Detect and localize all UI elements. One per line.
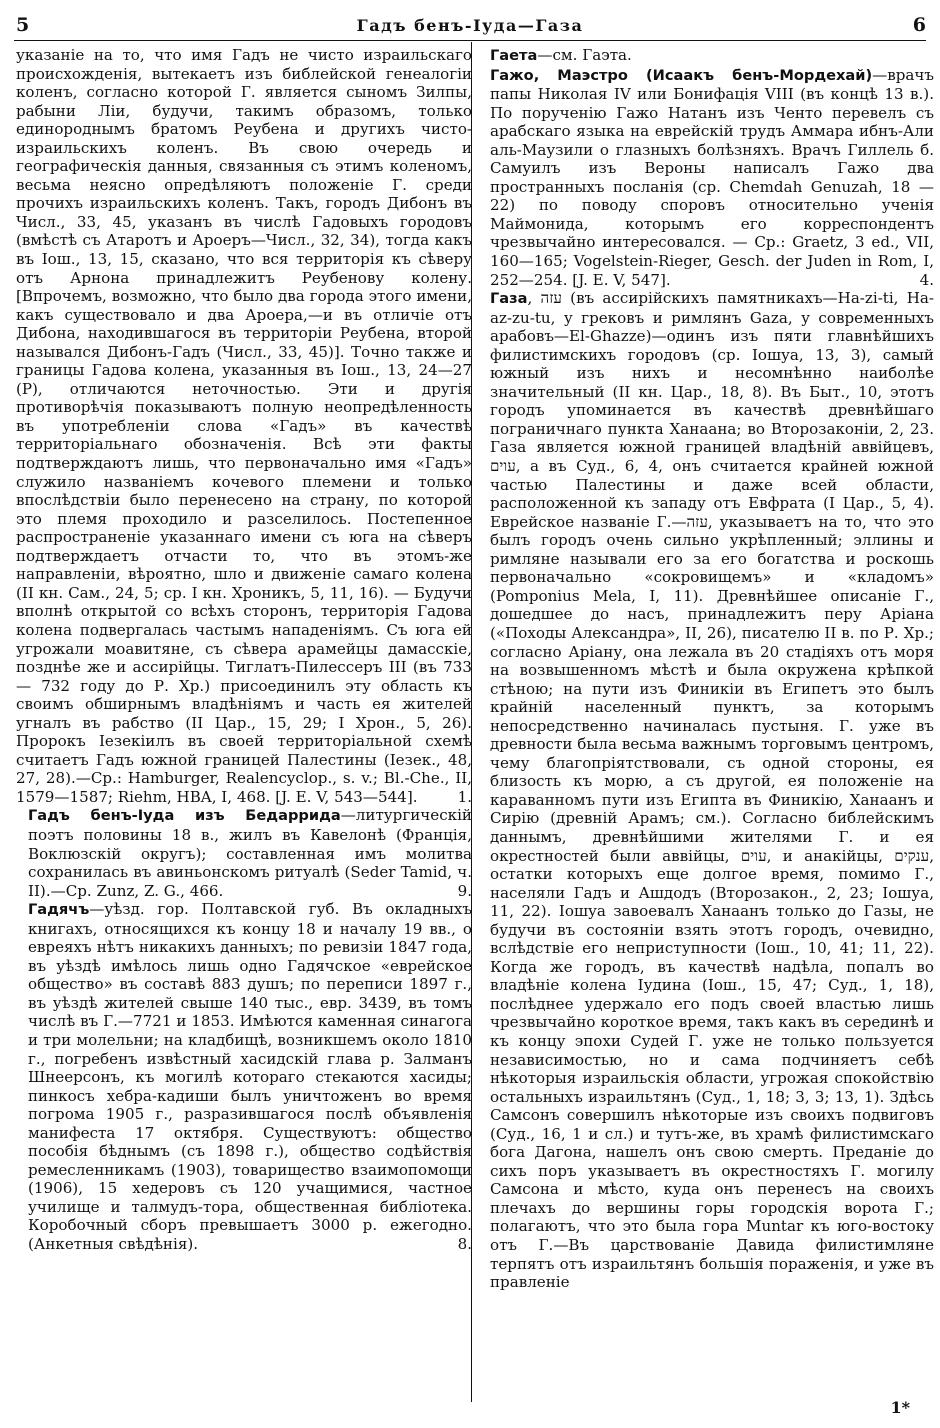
article-text: —уѣзд. гор. Полтавской губ. Въ окладныхъ книгахъ, относящихся къ концу 18 и началу 19 вв., о евреяхъ нѣтъ никакихъ данныхъ; по ревизіи 1847 года, въ уѣздѣ имѣлось лишь одно Гадячское «еврейское общество» въ составѣ 883 душъ; по переписи 1897 г., въ уѣздѣ жителей свыше 140 тыс., евр. 3439, въ томъ числѣ въ Г.—7721 и 1853. Имѣются каменная синагога и три молельни; на кладбищѣ, возникшемъ около 1810 г., погребенъ извѣстный хасидскій глава р. Залманъ Шнеерсонъ, къ могилѣ котораго стекаются хасиды; пинкосъ хебра-кадиши былъ уничтоженъ во время погрома 1905 г., разразившагося послѣ объявленія манифеста 17 октября. Существуютъ: общество пособія бѣднымъ (съ 1898 г.), общество содѣйствія ремесленникамъ (1903), товарищество взаимопомощи (1906), 15 хедеровъ съ 120 учащимися, частное училище и талмудъ-тора, общественная библіотека. Коробочный сборъ превышаетъ 3000 р. ежегодно. (Анкетныя свѣдѣнія).: [28, 900, 472, 1253]
page-number-left: 5: [16, 14, 30, 36]
article-gad-ben-iuda: [16, 806, 472, 900]
article-gaza: [478, 289, 934, 1292]
headword: Газа: [490, 290, 528, 308]
article-gaeta: [478, 46, 934, 66]
header-rule: [14, 40, 926, 41]
article-text: —см. Гаэта.: [537, 46, 632, 64]
page-header: [14, 14, 926, 40]
author-signature: 1.: [457, 787, 472, 806]
author-signature: 4.: [919, 270, 934, 289]
article-text: —врачъ папы Николая IV или Бонифація VIII (въ концѣ 13 в.). По порученію Гажо Натанъ изъ Ченто перевелъ съ арабскаго языка на еврейскій трудъ Аммара ибнъ-Али аль-Маузили о глазныхъ болѣзняхъ. Врачъ Гиллель б. Самуилъ изъ Вероны написалъ Гажо два пространныхъ посланія (ср. Chemdah Genuzah, 18 — 22) по поводу споровъ относительно ученія Маймонида, которымъ его корреспондентъ чрезвычайно интересовался. — Cp.: Graetz, 3 ed., VII, 160—165; Vogelstein-Rieger, Gesch. der Juden in Rom, I, 252—254. [J. E. V, 547].: [490, 65, 934, 289]
article-gad-continuation: [16, 46, 472, 806]
running-title: Гадъ бенъ-Іуда—Газа: [356, 16, 584, 35]
signature-mark: 1*: [890, 1398, 910, 1417]
article-text: , עזה (въ ассирійскихъ памятникахъ—Ha-zi-ti, Ha-az-zu-tu, у грековъ и римлянъ Gaza, у современныхъ арабовъ—El-Ghazze)—одинъ изъ пяти главнѣйшихъ филистимскихъ городовъ (ср. Іошуа, 13, 3), самый южный изъ нихъ и несомнѣнно наиболѣе значительный (II кн. Цар., 18, 8). Въ Быт., 10, этотъ городъ упоминается въ качествѣ древнѣйшаго пограничнаго пункта Ханаана; во Второзаконіи, 2, 23. Газа является южной границей владѣній аввійцевъ, עוים, а въ Суд., 6, 4, онъ считается крайней южной частью Палестины и даже всей области, расположенной къ западу отъ Евфрата (I Цар., 5, 4). Еврейское названіе Г.—עזה, указываетъ на то, что это былъ городъ очень сильно укрѣпленный; эллины и римляне называли его за его богатства и роскошь первоначально «сокровищемъ» и «кладомъ» (Pomponius Mela, I, 11). Древнѣйшее описаніе Г., дошедшее до насъ, принадлежитъ перу Аріана («Походы Александра», II, 26), писателю II в. по Р. Хр.; согласно Аріану, она лежала въ 20 стадіяхъ отъ моря на возвышенномъ мѣстѣ и была окружена крѣпкой стѣною; на пути изъ Финикіи въ Египетъ это былъ крайній населенный пунктъ, за которымъ непосредственно начиналась пустыня. Г. уже въ древности была весьма важнымъ торговымъ центромъ, чему благопріятствовали, съ одной стороны, ея близость къ морю, а съ другой, ея положеніе на караванномъ пути изъ Египта въ Финикію, Ханаанъ и Сирію (древній Арамъ; см.). Согласно библейскимъ даннымъ, древнѣйшими жителями Г. и ея окрестностей были аввійцы, עוים, и анакійцы, ענקים, остатки которыхъ еще долгое время, помимо Г., населяли Гадъ и Ашдодъ (Второзакон., 2, 23; Іошуа, 11, 22). Іошуа завоевалъ Ханаанъ только до Газы, не будучи въ состояніи взять этотъ городъ, очевидно, вслѣдствіе его неприступности (Іош., 10, 41; 11, 22). Когда же городъ, въ качествѣ надѣла, попалъ во владѣніе колена Іудина (Іош., 15, 47; Суд., 1, 18), послѣднее удержало его подъ своей властью лишь чрезвычайно короткое время, такъ какъ въ серединѣ и къ концу эпохи Судей Г. уже не только пользуется независимостью, но и сама подчиняетъ себѣ нѣкоторыя израильскія области, угрожая спокойствію остальныхъ израильтянъ (Суд., 1, 18; 3, 3; 13, 1). Здѣсь Самсонъ совершилъ нѣкоторые изъ своихъ подвиговъ (Суд., 16, 1 и сл.) и тутъ-же, въ храмѣ филистимскаго бога Дагона, нашелъ онъ свою смерть. Преданіе до сихъ поръ указываетъ въ окрестностяхъ Г. могилу Самсона и мѣсто, куда онъ перенесъ на своихъ плечахъ до вершины горы городскія ворота Г.; полагаютъ, что это была гора Muntar къ юго-востоку отъ Г.—Въ царствованіе Давида филистимляне терпятъ отъ израильтянъ большія пораженія, и уже въ правленіе: [490, 289, 934, 1292]
headword: Гадячъ: [28, 901, 90, 919]
author-signature: 9.: [457, 881, 472, 900]
right-column: [478, 46, 934, 1396]
author-signature: 8.: [457, 1235, 472, 1253]
article-gajo: [478, 66, 934, 290]
headword: Гажо, Маэстро (Исаакъ бенъ-Мордехай): [490, 66, 873, 84]
page-number-right: 6: [912, 14, 926, 36]
article-gadyach: [16, 900, 472, 1253]
article-text: —литургическій поэтъ половины 18 в., жилъ въ Кавелонѣ (Франція, Воклюзскій округъ); составленная имъ молитва сохранилась въ авиньонскомъ ритуалѣ (Seder Tamid, ч. II).—Cp. Zunz, Z. G., 466.: [28, 806, 472, 900]
headword: Гадъ бенъ-Іуда изъ Бедаррида: [28, 807, 341, 825]
left-column: [16, 46, 472, 1396]
headword: Гаета: [490, 47, 538, 64]
article-gad-text: указаніе на то, что имя Гадъ не чисто израильскаго происхожденія, вытекаетъ изъ библейской генеалогіи коленъ, согласно которой Г. является сыномъ Зилпы, рабыни Ліи, будучи, такимъ образомъ, только единороднымъ братомъ Реубена и другихъ чисто-израильскихъ коленъ. Въ свою очередь и географическія данныя, связанныя съ этимъ коленомъ, весьма неясно опредѣляютъ положеніе Г. среди прочихъ израильскихъ коленъ. Такъ, городъ Дибонъ въ Числ., 33, 45, указанъ въ числѣ Гадовыхъ городовъ (вмѣстѣ съ Атаротъ и Ароеръ—Числ., 32, 34), тогда какъ въ Іош., 13, 15, сказано, что вся территорія къ сѣверу отъ Арнона принадлежитъ Реубенову колену. [Впрочемъ, возможно, что было два города этого имени, какъ существовало и два Ароера,—и въ отличіе отъ Дибона, находившагося въ территоріи Реубена, второй назывался Дибонъ-Гадъ (Числ., 33, 45)]. Точно также и границы Гадова колена, указанныя въ Іош., 13, 24—27 (P), отличаются неточностью. Эти и другія противорѣчія показываютъ полную неопредѣленность въ употребленіи слова «Гадъ» въ качествѣ территоріальнаго обозначенія. Всѣ эти факты подтверждаютъ лишь, что первоначально имя «Гадъ» служило названіемъ кочевого племени и только впослѣдствіи было перенесено на страну, по которой это племя проходило и разселилось. Постепенное распространеніе указаннаго имени съ юга на сѣверъ подтверждаетъ отчасти то, что въ этомъ-же направленіи, вѣроятно, шло и движеніе самаго колена (II кн. Сам., 24, 5; ср. I кн. Хроникъ, 5, 11, 16). — Будучи вполнѣ открытой со всѣхъ сторонъ, территорія Гадова колена подвергалась частымъ нападеніямъ. Съ юга ей угрожали моавитяне, съ сѣвера арамейцы дамасскіе, позднѣе же и ассирійцы. Тиглатъ-Пилессеръ III (въ 733 — 732 году до Р. Хр.) присоединилъ эту область къ своимъ обширнымъ владѣніямъ и часть ея жителей угналъ въ рабство (II Цар., 15, 29; I Хрон., 5, 26). Пророкъ Іезекіилъ въ своей территоріальной схемѣ считаетъ Гадъ южной границей Палестины (Іезек., 48, 27, 28).—Cp.: Hamburger, Realencyclop., s. v.; Bl.-Che., II, 1579—1587; Riehm, HBA, I, 468. [J. E. V, 543—544].: [16, 46, 472, 806]
